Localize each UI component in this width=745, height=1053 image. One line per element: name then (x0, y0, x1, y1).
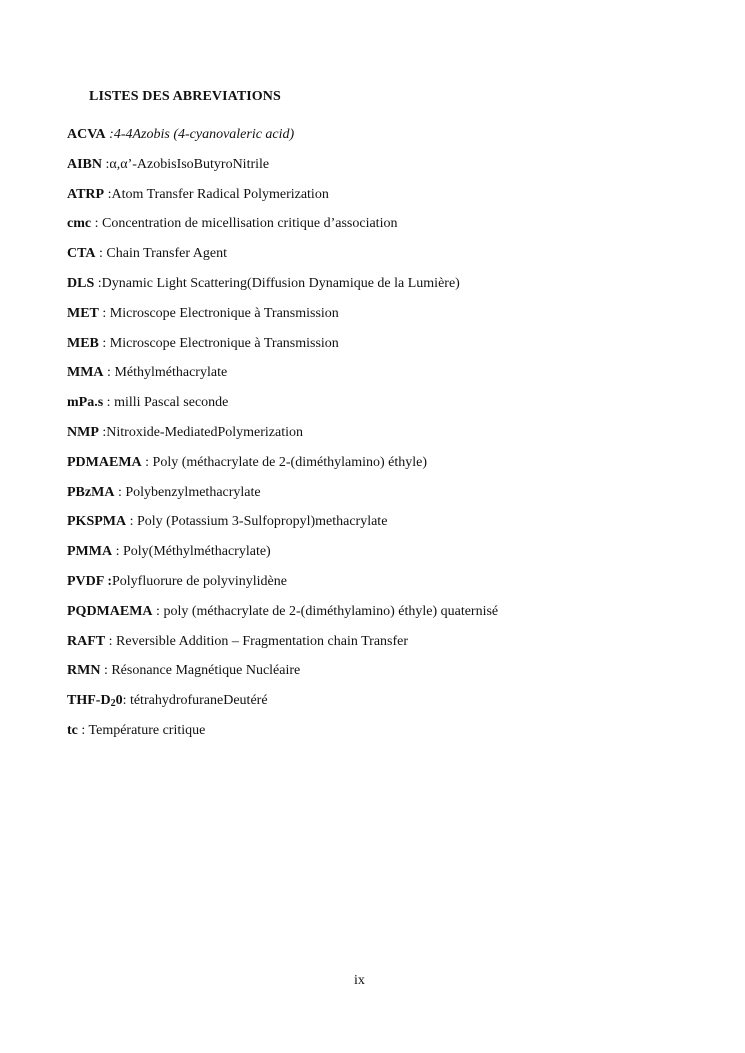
abbreviation: PDMAEMA (67, 454, 142, 470)
separator: : (105, 633, 117, 649)
definition: Dynamic Light Scattering(Diffusion Dynamique de la Lumière) (101, 275, 460, 291)
abbreviation-prefix: THF-D (67, 693, 111, 709)
separator: : (100, 663, 112, 679)
list-item (67, 215, 707, 245)
list-item (67, 275, 707, 305)
definition: Méthylméthacrylate (114, 365, 228, 381)
list-item (67, 245, 707, 275)
separator: : (77, 722, 89, 738)
separator: : (122, 693, 130, 709)
list-item (67, 484, 707, 514)
list-item (67, 633, 707, 663)
list-item (67, 364, 707, 394)
list-item (67, 692, 707, 722)
abbreviation: cmc (67, 216, 92, 232)
separator: : (98, 424, 107, 440)
definition: Reversible Addition – Fragmentation chain Transfer (116, 633, 409, 649)
abbreviation: AIBN (67, 156, 103, 172)
list-item (67, 513, 707, 543)
definition: Température critique (88, 722, 206, 738)
separator: : (94, 275, 102, 291)
list-item (67, 305, 707, 335)
abbreviation: DLS (67, 275, 95, 291)
abbreviation: ATRP (67, 186, 105, 202)
page-title: LISTES DES ABREVIATIONS (89, 89, 281, 104)
abbreviation: PVDF (67, 573, 104, 589)
definition: Concentration de micellisation critique d’association (101, 216, 398, 232)
separator: : (112, 544, 123, 560)
separator: : (114, 484, 126, 500)
abbreviation: MEB (67, 335, 99, 351)
definition: tétrahydrofuraneDeutéré (129, 693, 268, 709)
abbreviation: RAFT (67, 633, 106, 649)
list-item (67, 394, 707, 424)
separator: : (126, 514, 137, 530)
separator: : (103, 365, 115, 381)
list-item (67, 424, 707, 454)
definition: Microscope Electronique à Transmission (109, 305, 339, 321)
separator: : (95, 246, 107, 262)
definition: Poly (méthacrylate de 2-(diméthylamino) éthyle) (152, 454, 428, 470)
abbreviation: RMN (67, 663, 101, 679)
abbreviation: mPa.s (67, 395, 104, 411)
separator: : (103, 395, 115, 411)
abbreviation-list (67, 126, 707, 752)
abbreviation-subscript: 2 (110, 698, 116, 710)
abbreviation: PQDMAEMA (67, 603, 153, 619)
definition: Chain Transfer Agent (106, 246, 227, 262)
list-item (67, 126, 707, 156)
abbreviation: MMA (67, 365, 104, 381)
definition: Polybenzylmethacrylate (125, 484, 261, 500)
separator: : (104, 186, 112, 202)
definition: Polyfluorure de polyvinylidène (111, 573, 287, 589)
abbreviation: ACVA (67, 127, 106, 142)
separator: : (102, 156, 110, 172)
page-number: ix (354, 973, 365, 988)
list-item (67, 543, 707, 573)
definition: milli Pascal seconde (114, 395, 229, 411)
list-item (67, 156, 707, 186)
list-item (67, 573, 707, 603)
list-item (67, 722, 707, 752)
list-item (67, 603, 707, 633)
separator: : (103, 573, 112, 589)
definition: Poly(Méthylméthacrylate) (122, 544, 271, 560)
abbreviation (67, 693, 123, 708)
abbreviation-suffix: 0 (115, 693, 123, 709)
definition: poly (méthacrylate de 2-(diméthylamino) éthyle) quaternisé (163, 603, 499, 619)
abbreviation: NMP (67, 424, 99, 440)
abbreviation: PMMA (67, 544, 113, 560)
separator: : (105, 127, 114, 142)
list-item (67, 454, 707, 484)
separator: : (141, 454, 153, 470)
definition: Poly (Potassium 3-Sulfopropyl)methacrylate (137, 514, 388, 530)
definition: 4-4Azobis (4-cyanovaleric acid) (113, 127, 295, 142)
definition: α,α’-AzobisIsoButyroNitrile (109, 156, 270, 172)
definition: Nitroxide-MediatedPolymerization (106, 424, 304, 440)
definition: Résonance Magnétique Nucléaire (111, 663, 301, 679)
separator: : (98, 305, 110, 321)
abbreviation: PKSPMA (67, 514, 127, 530)
definition: Microscope Electronique à Transmission (109, 335, 339, 351)
definition: Atom Transfer Radical Polymerization (111, 186, 329, 202)
abbreviation: MET (67, 305, 99, 321)
list-item (67, 335, 707, 365)
separator: : (91, 216, 102, 232)
list-item (67, 662, 707, 692)
separator: : (98, 335, 110, 351)
abbreviation: CTA (67, 246, 96, 262)
list-item (67, 186, 707, 216)
abbreviation: PBzMA (67, 484, 115, 500)
separator: : (152, 603, 164, 619)
abbreviation: tc (67, 722, 78, 738)
